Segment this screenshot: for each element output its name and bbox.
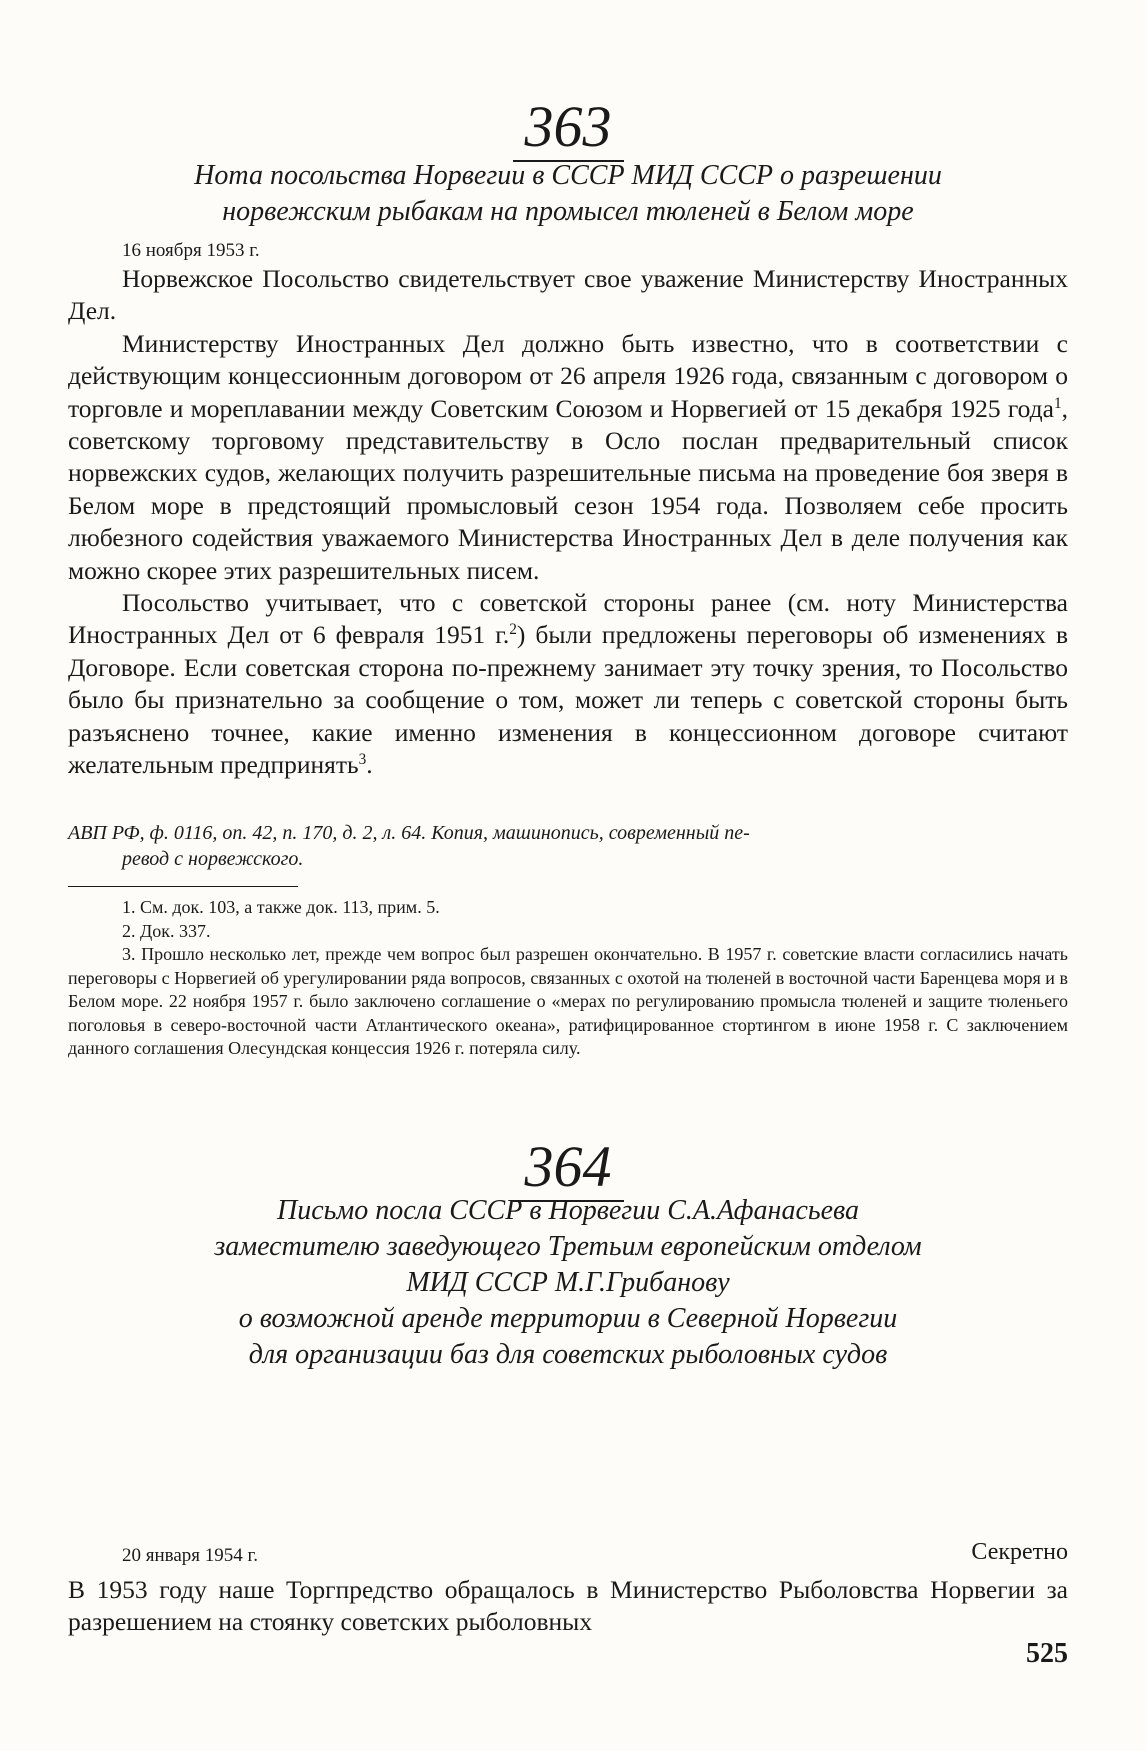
classification-mark: Секретно	[971, 1539, 1068, 1565]
document-title-363: Нота посольства Норвегии в СССР МИД СССР о разрешении норвежским рыбакам на промысел тюленей в Белом море	[194, 160, 942, 227]
footnote-ref: 3	[358, 750, 367, 768]
page-number: 525	[1026, 1638, 1068, 1669]
footnote: 2. Док. 337.	[122, 920, 211, 941]
footnote-ref: 2	[509, 621, 517, 639]
archive-citation: АВП РФ, ф. 0116, оп. 42, п. 170, д. 2, л. 64. Копия, машинопись, современный пе- ревод с норвежского.	[68, 822, 750, 870]
document-body-363	[68, 263, 1068, 782]
paragraph: Посольство учитывает, что с советской стороны ранее (см. ноту Министерства Иностранных Дел от 6 февраля 1951 г.$^2$) были предложены переговоры об изменениях в Договоре. Если советская сторона по-прежнему занимает эту точку зрения, то Посольство было бы признательно за сообщение о том, может ли теперь с советской стороны быть разъяснено точнее, какие именно изменения в концессионном договоре считают желательным предпринять$^3$.	[68, 588, 1069, 780]
footnote-ref: 1	[1053, 394, 1062, 412]
footnote-divider	[68, 886, 298, 887]
document-number-364: 364	[68, 1138, 1068, 1202]
document-title-364: Письмо посла СССР в Норвегии С.А.Афанасьева заместителю заведующего Третьим европейским отделом МИД СССР М.Г.Грибанову о возможной аренде территории в Северной Норвегии для организации баз для советских рыболовных судов	[214, 1195, 922, 1370]
document-date-364: 20 января 1954 г.	[122, 1545, 258, 1566]
document-body-364	[68, 1574, 1068, 1639]
paragraph: Норвежское Посольство свидетельствует свое уважение Министерству Иностранных Дел.	[68, 264, 1068, 326]
document-number-363: 363	[68, 98, 1068, 162]
footnote: 3. Прошло несколько лет, прежде чем вопрос был разрешен окончательно. В 1957 г. советские власти согласились начать переговоры с Норвегией об урегулировании ряда вопросов, связанных с охотой на тюленей в восточной части Баренцева моря и в Белом море. 22 ноября 1957 г. было заключено соглашение о «мерах по регулированию промысла тюленей и защите тюленьего поголовья в северо-восточной части Атлантического океана», ратифицированное стортингом в июне 1958 г. С заключением данного соглашения Олесундская концессия 1926 г. потеряла силу.	[68, 944, 1068, 1058]
footnote: 1. См. док. 103, а также док. 113, прим. 5.	[122, 897, 440, 917]
paragraph: Министерству Иностранных Дел должно быть известно, что в соответствии с действующим концессионным договором от 26 апреля 1926 года, связанным с договором о торговле и мореплавании между Советским Союзом и Норвегией от 15 декабря 1925 года$^1$, советскому торговому представительству в Осло послан предварительный список норвежских судов, желающих получить разрешительные письма на проведение боя зверя в Белом море в предстоящий промысловый сезон 1954 года. Позволяем себе просить любезного содействия уважаемого Министерства Иностранных Дел в деле получения как можно скорее этих разрешительных писем.	[68, 328, 1068, 585]
document-date-363: 16 ноября 1953 г.	[122, 240, 260, 261]
footnotes	[68, 896, 1068, 1061]
paragraph: В 1953 году наше Торгпредство обращалось в Министерство Рыболовства Норвегии за разрешением на стоянку советских рыболовных	[68, 1575, 1068, 1637]
